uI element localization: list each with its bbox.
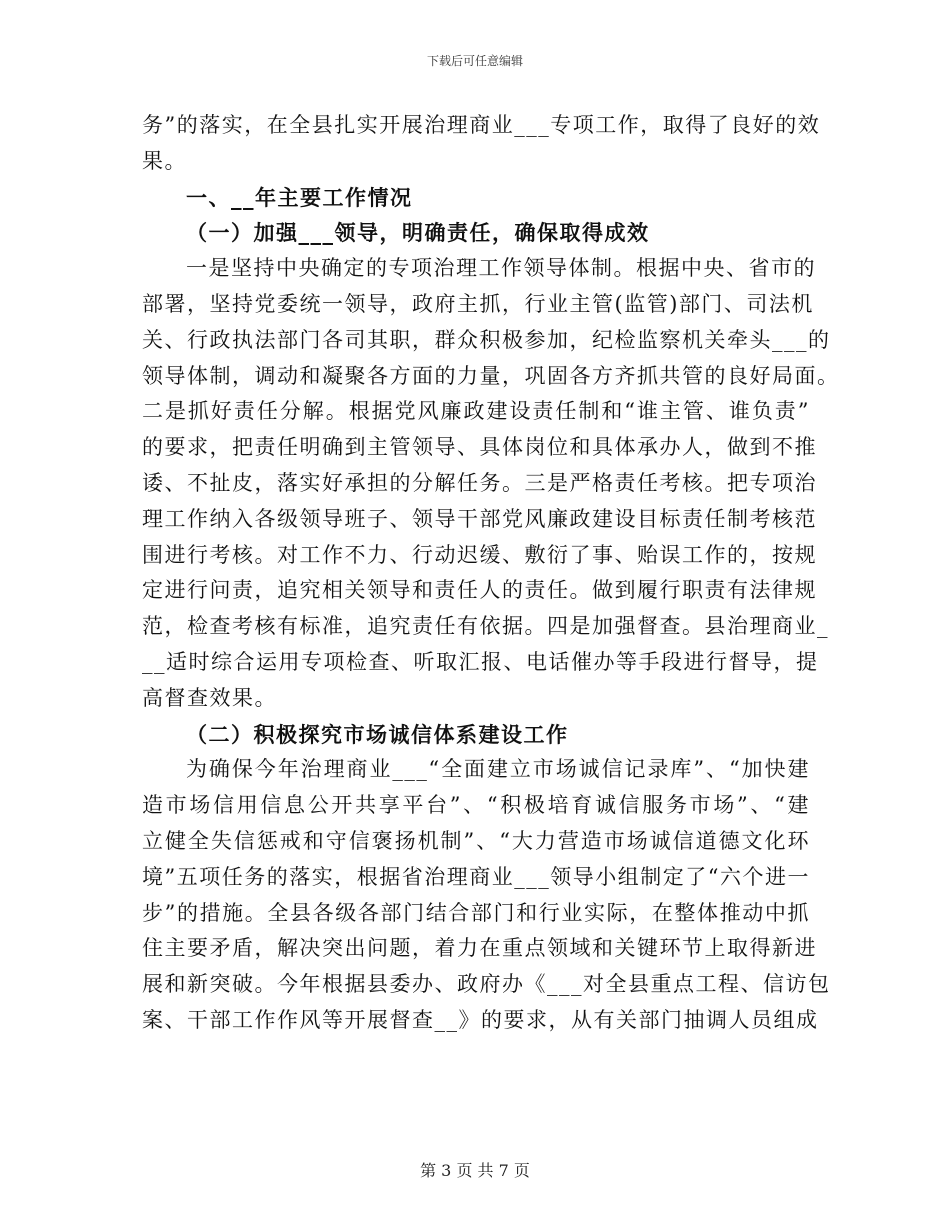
text-line: __适时综合运用专项检查、听取汇报、电话催办等手段进行督导，提 [142,649,819,674]
page-header: 下载后可任意编辑 [426,54,523,68]
text-line: 理工作纳入各级领导班子、领导干部党风廉政建设目标责任制考核范 [142,506,817,531]
text-line: 为确保今年治理商业___“全面建立市场诚信记录库”、“加快建 [186,757,810,782]
text-line: 诿、不扯皮，落实好承担的分解任务。三是严格责任考核。把专项治 [142,470,817,495]
text-line: 部署，坚持党委统一领导，政府主抓，行业主管(监管)部门、司法机 [142,291,814,316]
text-line: 案、干部工作作风等开展督查__》的要求，从有关部门抽调人员组成 [142,1007,819,1032]
paragraph-credit-system [142,752,831,1038]
subsection-heading: （一）加强___领导，明确责任，确保取得成效 [186,220,650,246]
text-line: 立健全失信惩戒和守信褒扬机制”、“大力营造市场诚信道德文化环 [142,828,810,853]
text-line: 范，检查考核有标准，追究责任有依据。四是加强督查。县治理商业_ [142,614,829,639]
text-line: 住主要矛盾，解决突出问题，着力在重点领域和关键环节上取得新进 [142,936,817,961]
text-line: 围进行考核。对工作不力、行动迟缓、敷衍了事、贻误工作的，按规 [142,542,817,567]
text-line: 一是坚持中央确定的专项治理工作领导体制。根据中央、省市的 [186,256,816,281]
text-line: 果。 [142,148,187,173]
paragraph-intro [142,108,821,180]
text-line: 造市场信用信息公开共享平台”、“积极培育诚信服务市场”、“建 [142,793,810,818]
subsection-heading: （二）积极探究市场诚信体系建设工作 [186,721,569,747]
text-line: 关、行政执法部门各司其职，群众积极参加，纪检监察机关牵头___的 [142,327,831,352]
text-line: 境”五项任务的落实，根据省治理商业___领导小组制定了“六个进一 [142,864,810,889]
text-line: 务”的落实，在全县扎实开展治理商业___专项工作，取得了良好的效 [142,113,821,137]
text-line: 展和新突破。今年根据县委办、政府办《___对全县重点工程、信访包 [142,972,831,997]
section-heading: 一、__年主要工作情况 [186,184,413,210]
text-line: 二是抓好责任分解。根据党风廉政建设责任制和“谁主管、谁负责” [142,399,810,424]
text-line: 的要求，把责任明确到主管领导、具体岗位和具体承办人，做到不推 [142,435,817,460]
document-body [142,108,840,1039]
text-line: 领导体制，调动和凝聚各方面的力量，巩固各方齐抓共管的良好局面。 [142,363,840,388]
paragraph-leadership [142,251,840,716]
text-line: 步”的措施。全县各级各部门结合部门和行业实际，在整体推动中抓 [142,900,810,925]
text-line: 高督查效果。 [142,685,277,710]
text-line: 定进行问责，追究相关领导和责任人的责任。做到履行职责有法律规 [142,578,817,603]
page-footer: 第 3 页 共 7 页 [420,1161,530,1180]
